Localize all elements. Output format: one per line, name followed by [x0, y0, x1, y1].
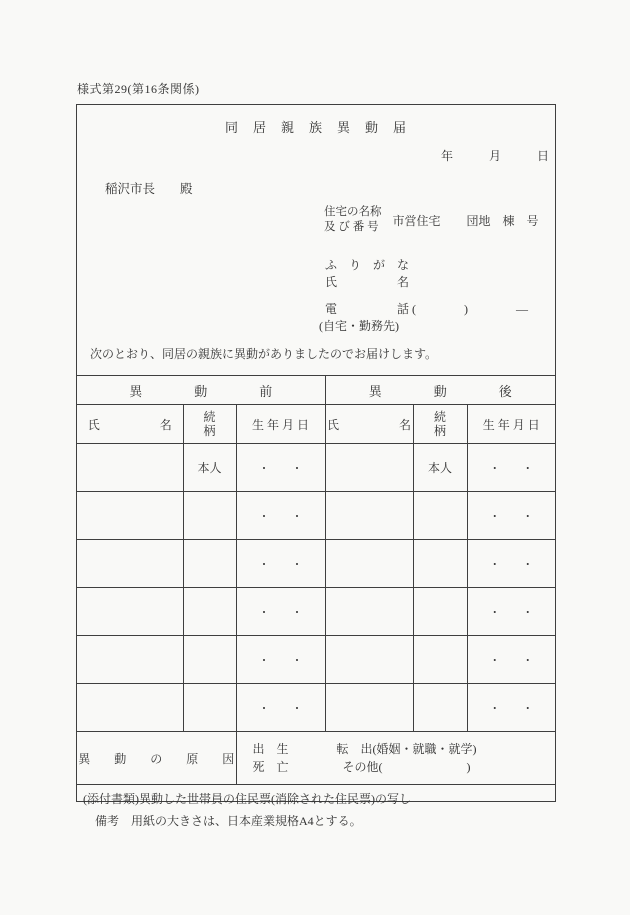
- group-header-row: [77, 376, 555, 405]
- phone-label: 電 話 ( ) —: [325, 302, 528, 316]
- relation-cell-before: [183, 540, 236, 588]
- table-row-3: [77, 540, 555, 588]
- residence-label-block: [324, 205, 382, 235]
- phone-block: [319, 301, 528, 335]
- name-block: [325, 257, 409, 291]
- birth-cell-after: ・ ・: [467, 540, 555, 588]
- furigana-label: ふ り が な: [325, 258, 410, 272]
- form-code-label: 様式第29(第16条関係): [77, 82, 200, 96]
- name-column-header-after: 氏 名: [325, 405, 413, 444]
- birth-column-header-before: 生 年 月 日: [236, 405, 325, 444]
- cause-options-cell: [236, 732, 555, 785]
- addressee-line: 稲沢市長 殿: [105, 182, 193, 196]
- birth-cell-after: ・ ・: [467, 492, 555, 540]
- relation-cell-after: [413, 636, 467, 684]
- table-row-6: [77, 684, 555, 732]
- table-row-4: [77, 588, 555, 636]
- birth-cell-before: ・ ・: [236, 684, 325, 732]
- birth-cell-before: ・ ・: [236, 636, 325, 684]
- name-cell-after: [325, 492, 413, 540]
- table-row-1: [77, 444, 555, 492]
- residence-label-line2: 及 び 番 号: [324, 221, 379, 233]
- phone-location-note: (自宅・勤務先): [319, 319, 399, 333]
- before-group-header: 異 動 前: [77, 376, 325, 405]
- residence-units: 団地 棟 号: [466, 213, 539, 228]
- cause-option-other: その他( ): [342, 760, 471, 774]
- after-group-header: 異 動 後: [325, 376, 555, 405]
- residence-value: 市営住宅: [392, 213, 441, 228]
- cause-option-birth: 出 生: [252, 742, 289, 756]
- column-header-row: [77, 405, 555, 444]
- birth-column-header-after: 生 年 月 日: [467, 405, 555, 444]
- relation-header-text: 続柄: [203, 409, 216, 438]
- relation-cell-after: [413, 588, 467, 636]
- relation-cell-after: [413, 684, 467, 732]
- cause-options: [237, 740, 556, 776]
- cause-option-column-1: [253, 740, 289, 776]
- name-cell-before: [77, 540, 183, 588]
- attachment-row: [77, 785, 555, 812]
- relation-cell-before: [183, 588, 236, 636]
- cause-option-column-2: [337, 740, 477, 776]
- table-row-2: [77, 492, 555, 540]
- name-label: 氏 名: [325, 275, 410, 289]
- relation-column-header-after: [413, 405, 467, 444]
- relation-header-text: 続柄: [434, 409, 447, 438]
- birth-cell-after: ・ ・: [467, 684, 555, 732]
- change-table: [77, 375, 555, 811]
- name-cell-before: [77, 684, 183, 732]
- name-cell-after: [325, 444, 413, 492]
- name-cell-after: [325, 540, 413, 588]
- residence-row: [324, 205, 539, 235]
- form-box: [76, 104, 556, 806]
- relation-cell-before: [183, 684, 236, 732]
- relation-cell-after: 本人: [413, 444, 467, 492]
- cause-option-moveout: 転 出(婚姻・就職・就学): [336, 742, 477, 756]
- relation-cell-before: [183, 492, 236, 540]
- cause-row: [77, 732, 555, 785]
- intro-statement: 次のとおり、同居の親族に異動がありましたのでお届けします。: [90, 347, 438, 361]
- relation-cell-before: [183, 636, 236, 684]
- birth-cell-before: ・ ・: [236, 492, 325, 540]
- birth-cell-after: ・ ・: [467, 636, 555, 684]
- table-row-5: [77, 636, 555, 684]
- attachment-note: (添付書類)異動した世帯員の住民票(消除された住民票)の写し: [77, 785, 555, 812]
- form-header: [77, 105, 555, 375]
- birth-cell-after: ・ ・: [467, 588, 555, 636]
- birth-cell-before: ・ ・: [236, 444, 325, 492]
- name-cell-before: [77, 588, 183, 636]
- name-cell-before: [77, 444, 183, 492]
- relation-cell-before: 本人: [183, 444, 236, 492]
- name-cell-after: [325, 636, 413, 684]
- birth-cell-before: ・ ・: [236, 540, 325, 588]
- cause-option-death: 死 亡: [252, 760, 289, 774]
- residence-label-line1: 住宅の名称: [324, 206, 382, 218]
- relation-cell-after: [413, 540, 467, 588]
- birth-cell-before: ・ ・: [236, 588, 325, 636]
- birth-cell-after: ・ ・: [467, 444, 555, 492]
- paper-size-remark: 備考 用紙の大きさは、日本産業規格A4とする。: [95, 814, 362, 828]
- date-line: 年 月 日: [440, 149, 549, 163]
- form-title: 同 居 親 族 異 動 届: [224, 120, 407, 135]
- name-cell-after: [325, 588, 413, 636]
- name-column-header-before: 氏 名: [77, 405, 183, 444]
- relation-cell-after: [413, 492, 467, 540]
- name-cell-before: [77, 492, 183, 540]
- relation-column-header-before: [183, 405, 236, 444]
- cause-of-change-label: 異 動 の 原 因: [77, 732, 236, 785]
- name-cell-before: [77, 636, 183, 684]
- name-cell-after: [325, 684, 413, 732]
